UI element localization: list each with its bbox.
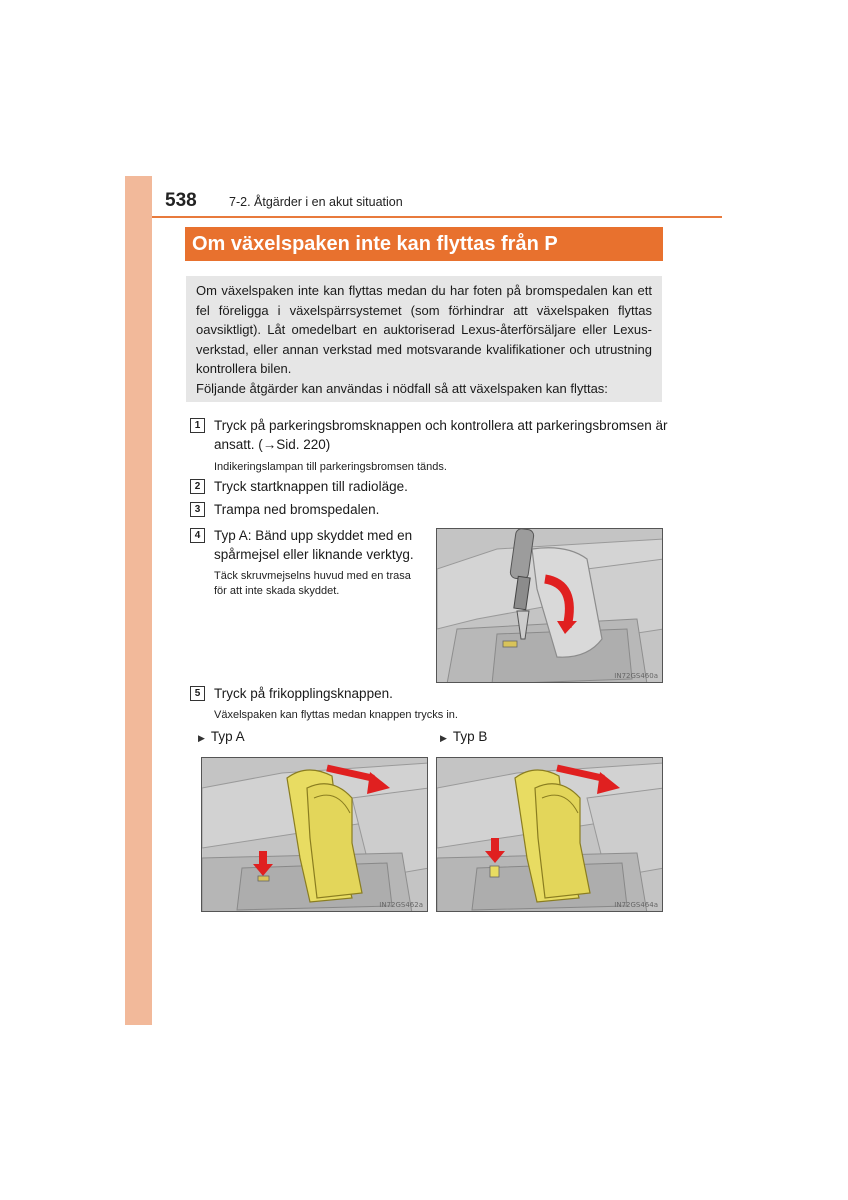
step-text: Tryck startknappen till radioläge.	[214, 479, 408, 494]
type-a-label	[198, 729, 245, 744]
type-a-text: Typ A	[210, 729, 245, 744]
figure-step4-illustration	[437, 529, 663, 683]
side-band	[125, 176, 152, 1025]
step-number: 1	[190, 418, 205, 433]
step-text: Tryck på parkeringsbromsknappen och kontrollera att parkeringsbromsen är	[214, 418, 668, 433]
type-b-label	[440, 729, 487, 744]
step-note: Indikeringslampan till parkeringsbromsen tänds.	[214, 461, 447, 473]
step-note-2: för att inte skada skyddet.	[214, 585, 340, 597]
triangle-icon: ▶	[440, 733, 447, 743]
step-1	[190, 416, 668, 456]
step-text-2: spårmejsel eller liknande verktyg.	[214, 547, 414, 562]
step-text: Typ A: Bänd upp skyddet med en	[214, 528, 413, 543]
notice-text: Om växelspaken inte kan flyttas medan du har foten på bromspedalen kan ett fel föreligga i växelspärrsystemet (som förhindrar att växelspaken flyttas oavsiktligt). Låt omedelbart en auktoriserad Lexus-återförsäljare eller Lexus-verkstad, eller annan verkstad med motsvarande kvalifikationer och utrustning kontrollera bilen.	[196, 283, 652, 376]
section-title: 7-2. Åtgärder i en akut situation	[229, 195, 403, 209]
step-5	[190, 684, 490, 704]
notice-text-2: Följande åtgärder kan användas i nödfall så att växelspaken kan flyttas:	[196, 380, 608, 396]
step-4	[190, 526, 430, 566]
figure-step4	[436, 528, 663, 683]
figure-code: IN72GS464a	[614, 901, 658, 909]
step-note: Täck skruvmejselns huvud med en trasa	[214, 570, 411, 582]
step-note: Växelspaken kan flyttas medan knappen trycks in.	[214, 709, 458, 721]
step-text: Trampa ned bromspedalen.	[214, 502, 380, 517]
header-rule	[152, 216, 722, 218]
step-number: 2	[190, 479, 205, 494]
figure-typ-b	[436, 757, 663, 912]
step-number: 5	[190, 686, 205, 701]
step-number: 4	[190, 528, 205, 543]
page-header	[165, 190, 722, 218]
triangle-icon: ▶	[198, 733, 205, 743]
figure-typ-b-illustration	[437, 758, 663, 912]
step-number: 3	[190, 502, 205, 517]
notice-box	[186, 276, 662, 402]
figure-typ-a-illustration	[202, 758, 428, 912]
step-text: Tryck på frikopplingsknappen.	[214, 686, 393, 701]
step-3	[190, 500, 490, 520]
type-b-text: Typ B	[452, 729, 488, 744]
section-banner: Om växelspaken inte kan flyttas från P	[185, 227, 663, 261]
figure-code: IN72GS462a	[379, 901, 423, 909]
step-2	[190, 477, 490, 497]
step-text-2: ansatt. (→Sid. 220)	[214, 437, 331, 452]
figure-typ-a	[201, 757, 428, 912]
figure-code: IN72GS460a	[614, 672, 658, 680]
page-number: 538	[165, 190, 197, 211]
